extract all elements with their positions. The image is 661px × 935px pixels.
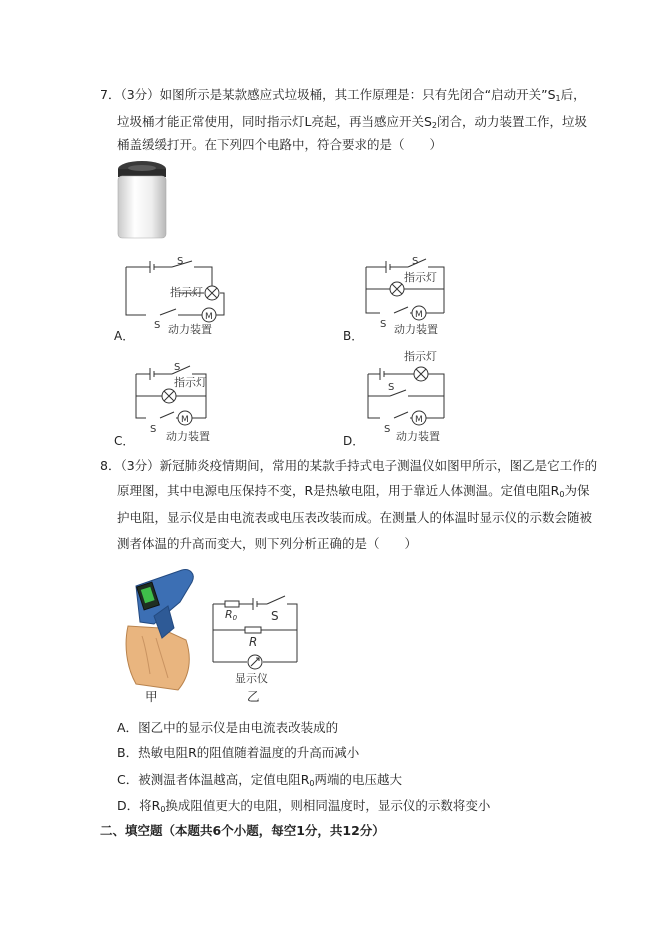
q7-circuit-a [120,255,230,335]
q8-circuit-yi [205,590,305,690]
switch-label: S [388,382,395,393]
switch-label: S [174,362,181,373]
motor-label: M [415,415,423,425]
q7-stem-line2: 垃圾桶才能正常使用，同时指示灯L亮起，再当感应开关$S_2$闭合，动力装置工作，垃圾 [117,114,588,130]
device-label: 动力装置 [396,430,440,442]
switch-label: S [380,319,387,330]
thermometer-gun-image [120,566,200,694]
lamp-label: 指示灯 [404,271,437,284]
switch-label: S [154,320,161,331]
q7-option-a[interactable]: A． [114,329,135,343]
lamp-label: 指示灯 [404,350,437,363]
motor-label: M [181,415,189,425]
q7-stem-line3: 桶盖缓缓打开。在下列四个电路中，符合要求的是（ ） [117,137,443,152]
switch-label: S [177,256,184,267]
r-label: R [249,635,258,649]
q8-stem-line2: 原理图，其中电源电压保持不变，R是热敏电阻，用于靠近人体测温。定值电阻$R_0$为保 [117,483,590,499]
q7-option-b[interactable]: B． [343,329,364,343]
q7-stem-line1: 7．（3分）如图所示是某款感应式垃圾桶，其工作原理是：只有先闭合“启动开关$”S_1$后， [100,87,586,103]
q7-circuit-b [360,255,470,335]
q7-circuit-d [360,348,470,442]
q8-option-d[interactable]: D．将$R_0$换成阻值更大的电阻，则相同温度时，显示仪的示数将变小 [117,798,491,814]
switch-label: S [150,424,157,435]
q8-stem-line4: 测者体温的升高而变大，则下列分析正确的是（ ） [117,536,418,551]
trash-can-image [116,160,168,242]
display-label: 显示仪 [235,672,268,685]
motor-label: M [205,312,213,322]
s-label: S [271,609,279,623]
q8-option-b[interactable]: B．热敏电阻R的阻值随着温度的升高而减小 [117,745,360,760]
q7-option-c[interactable]: C． [114,434,135,448]
device-label: 动力装置 [168,323,212,335]
lamp-label: 指示灯 [170,286,203,299]
switch-label: S [384,424,391,435]
r0-label: R0 [225,608,238,622]
figure-jia-label: 甲 [145,689,158,704]
q8-stem-line1: 8．（3分）新冠肺炎疫情期间，常用的某款手持式电子测温仪如图甲所示，图乙是它工作的 [100,458,598,473]
q8-option-c[interactable]: C．被测温者体温越高，定值电阻$R_0$两端的电压越大 [117,772,403,788]
q8-option-a[interactable]: A．图乙中的显示仪是由电流表改装成的 [117,720,339,735]
lamp-label: 指示灯 [174,376,207,389]
figure-yi-label: 乙 [247,689,260,704]
motor-label: M [415,310,423,320]
q7-circuit-c [120,360,230,442]
device-label: 动力装置 [394,323,438,335]
q7-option-d[interactable]: D． [343,434,365,448]
q8-stem-line3: 护电阻，显示仪是由电流表或电压表改装而成。在测量人的体温时显示仪的示数会随被 [117,510,593,525]
device-label: 动力装置 [166,430,210,442]
switch-label: S [412,256,419,267]
section-heading: 二、填空题（本题共6个小题，每空1分，共12分） [100,823,385,838]
